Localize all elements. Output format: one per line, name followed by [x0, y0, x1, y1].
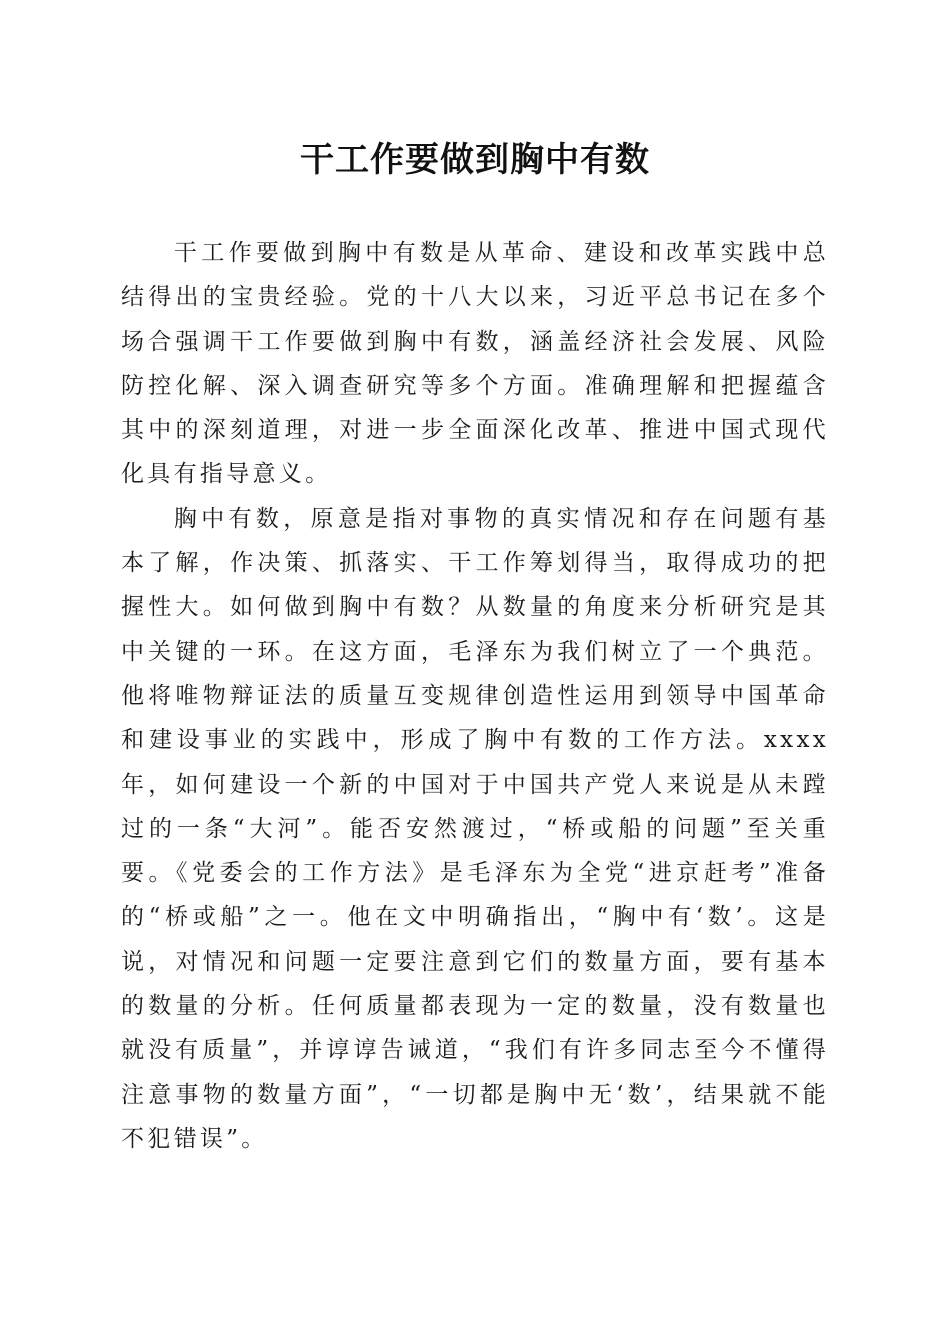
paragraph-2: 胸中有数，原意是指对事物的真实情况和存在问题有基本了解，作决策、抓落实、干工作筹划得当，取得成功的把握性大。如何做到胸中有数？从数量的角度来分析研究是其中关键的一环。在这方面，毛泽东为我们树立了一个典范。他将唯物辩证法的质量互变规律创造性运用到领导中国革命和建设事业的实践中，形成了胸中有数的工作方法。xxxx年，如何建设一个新的中国对于中国共产党人来说是从未蹚过的一条“大河”。能否安然渡过，“桥或船的问题”至关重要。《党委会的工作方法》是毛泽东为全党“进京赶考”准备的“桥或船”之一。他在文中明确指出，“胸中有‘数’。这是说，对情况和问题一定要注意到它们的数量方面，要有基本的数量的分析。任何质量都表现为一定的数量，没有数量也就没有质量”，并谆谆告诫道，“我们有许多同志至今不懂得注意事物的数量方面”，“一切都是胸中无‘数’，结果就不能不犯错误”。: [121, 505, 829, 1152]
document-title: 干工作要做到胸中有数: [300, 140, 650, 180]
paragraph-1: 干工作要做到胸中有数是从革命、建设和改革实践中总结得出的宝贵经验。党的十八大以来，习近平总书记在多个场合强调干工作要做到胸中有数，涵盖经济社会发展、风险防控化解、深入调查研究等多个方面。准确理解和把握蕴含其中的深刻道理，对进一步全面深化改革、推进中国式现代化具有指导意义。: [121, 240, 829, 488]
document-body: [121, 231, 829, 1161]
